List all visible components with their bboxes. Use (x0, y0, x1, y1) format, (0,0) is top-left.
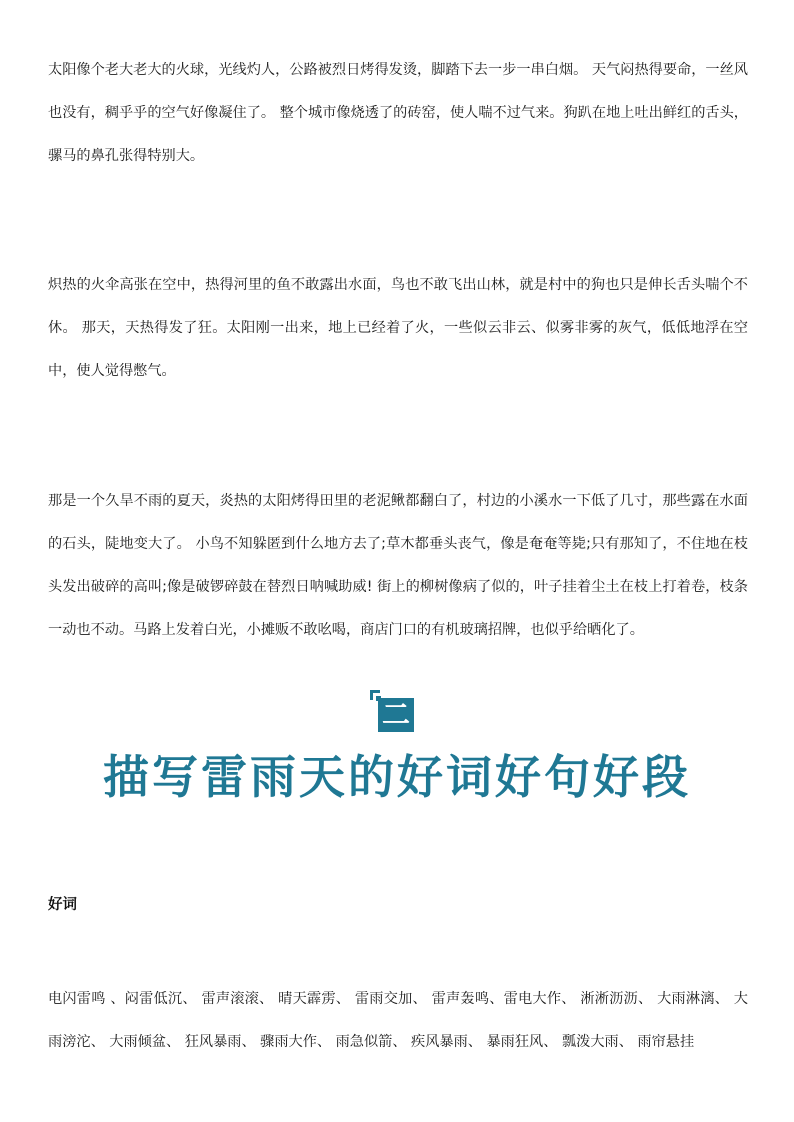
paragraph-drought-summer: 那是一个久旱不雨的夏天，炎热的太阳烤得田里的老泥鳅都翻白了，村边的小溪水一下低了几寸，那些露在水面的石头，陡地变大了。 小鸟不知躲匿到什么地方去了;草木都垂头丧气，像是奄奄等毙;只有那知了，不住地在枝头发出破碎的高叫;像是破锣碎鼓在替烈日呐喊助威! 街上的柳树像病了似的，叶子挂着尘土在枝上打着卷，枝条一动也不动。马路上发着白光，小摊贩不敢吆喝，商店门口的有机玻璃招牌，也似乎给晒化了。 (48, 493, 748, 638)
good-words-list: 电闪雷鸣 、闷雷低沉、 雷声滚滚、 晴天霹雳、 雷雨交加、 雷声轰鸣、雷电大作、 淅淅沥沥、 大雨淋漓、 大雨滂沱、 大雨倾盆、 狂风暴雨、 骤雨大作、 雨急似箭、 疾风暴雨、 暴雨狂风、 瓢泼大雨、 雨帘悬挂 (48, 991, 748, 1050)
paragraph-fire-umbrella: 炽热的火伞高张在空中，热得河里的鱼不敢露出水面，鸟也不敢飞出山林，就是村中的狗也只是伸长舌头喘个不休。 那天，天热得发了狂。太阳刚一出来，地上已经着了火，一些似云非云、似雾非雾的灰气，低低地浮在空中，使人觉得憋气。 (48, 277, 748, 379)
section-number: 二 (378, 698, 414, 732)
section-number-badge (370, 690, 416, 734)
section-title: 描写雷雨天的好词好句好段 (103, 750, 691, 804)
paragraph-hot-sun: 太阳像个老大老大的火球，光线灼人，公路被烈日烤得发烫，脚踏下去一步一串白烟。 天气闷热得要命，一丝风也没有，稠乎乎的空气好像凝住了。 整个城市像烧透了的砖窑，使人喘不过气来。狗趴在地上吐出鲜红的舌头，骡马的鼻孔张得特别大。 (48, 62, 748, 164)
good-words-heading: 好词 (48, 897, 77, 913)
